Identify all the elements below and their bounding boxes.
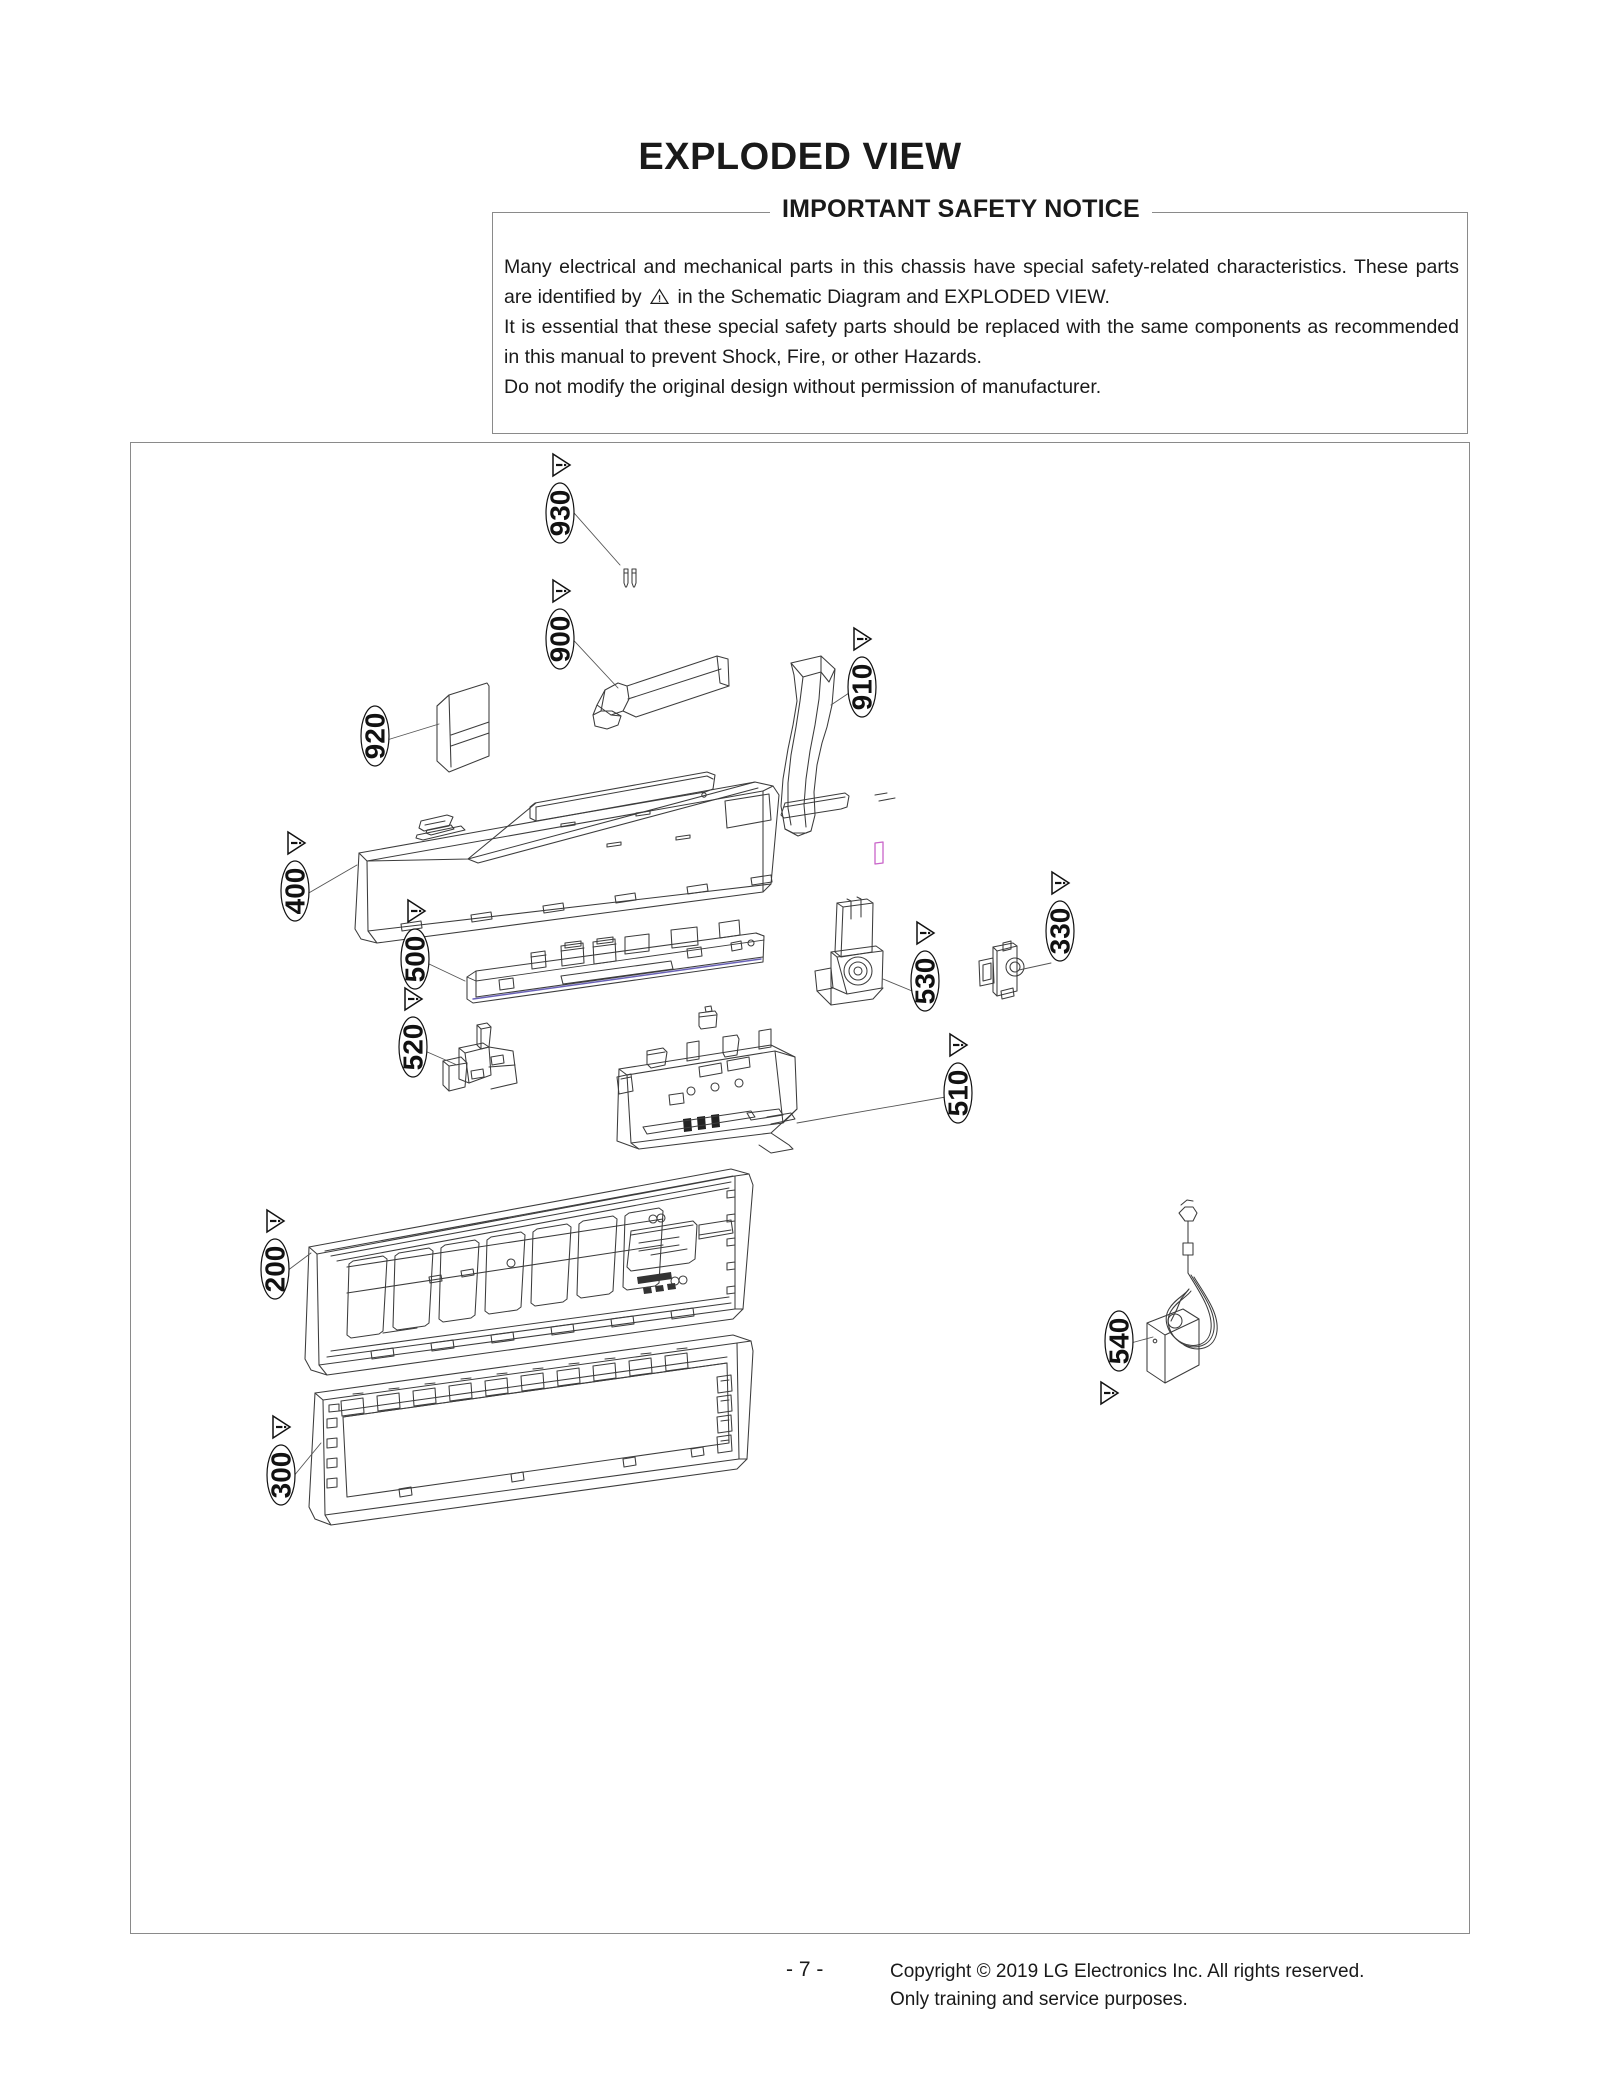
safety-notice-line-2b: in the Schematic Diagram and EXPLODED VIEW. (677, 286, 1110, 308)
callout-330[interactable] (1045, 872, 1076, 961)
callout-label: 300 (265, 1451, 297, 1499)
safety-notice-body (504, 252, 1462, 402)
copyright-line-1: Copyright © 2019 LG Electronics Inc. All rights reserved. (890, 1961, 1365, 1982)
copyright-notice (890, 1958, 1364, 2014)
part-pcb-bracket-small (443, 1023, 517, 1091)
exploded-view-diagram-frame (130, 442, 1470, 1934)
safety-notice-line-3: It is essential that these special safety parts should be replaced with the same components as recommended (504, 316, 1459, 338)
safety-notice-line-2a: are identified by (504, 286, 642, 308)
callout-920[interactable] (360, 706, 391, 766)
callout-label: 540 (1103, 1317, 1135, 1365)
callout-500[interactable] (400, 900, 431, 989)
part-front-bezel-frame (309, 1335, 753, 1525)
callout-label: 900 (544, 615, 576, 663)
copyright-line-2: Only training and service purposes. (890, 1989, 1188, 2010)
callout-label: 500 (399, 935, 431, 983)
warning-triangle-icon (650, 288, 669, 305)
warning-triangle-icon (1052, 872, 1069, 894)
callout-400[interactable] (280, 832, 311, 921)
callout-markers (260, 454, 1135, 1505)
callout-530[interactable] (910, 922, 941, 1011)
warning-triangle-icon (854, 628, 871, 650)
warning-triangle-icon (917, 922, 934, 944)
callout-label: 200 (259, 1245, 291, 1293)
warning-triangle-icon (273, 1416, 290, 1438)
callout-520[interactable] (398, 988, 429, 1077)
warning-triangle-icon (408, 900, 425, 922)
callout-300[interactable] (266, 1416, 297, 1505)
safety-notice-line-5: Do not modify the original design without permission of manufacturer. (504, 376, 1102, 398)
part-speaker-module (815, 897, 883, 1005)
warning-triangle-icon (288, 832, 305, 854)
part-shield-chassis-plate (617, 1006, 797, 1153)
warning-triangle-icon (1101, 1382, 1118, 1404)
safety-notice-line-2 (504, 282, 1462, 312)
exploded-view-canvas (131, 443, 1471, 1935)
callout-label: 330 (1044, 907, 1076, 955)
part-stand-base-arm (593, 656, 729, 729)
part-stand-cover-left (437, 683, 489, 772)
callout-label: 520 (397, 1023, 429, 1071)
callout-510[interactable] (943, 1034, 974, 1123)
page-number: - 7 - (786, 1958, 824, 1981)
warning-triangle-icon (405, 988, 422, 1010)
callout-label: 910 (846, 663, 878, 711)
safety-notice-line-4: in this manual to prevent Shock, Fire, or other Hazards. (504, 346, 982, 368)
part-back-cover-assembly (355, 772, 895, 943)
part-main-pcb-board (467, 920, 764, 1003)
callout-label: 510 (942, 1069, 974, 1117)
warning-triangle-icon (267, 1210, 284, 1232)
callout-930[interactable] (545, 454, 576, 543)
warning-triangle-icon (950, 1034, 967, 1056)
warning-triangle-icon (553, 580, 570, 602)
callout-label: 530 (909, 957, 941, 1005)
part-lcd-panel-module (305, 1169, 753, 1375)
part-screw-set (624, 569, 636, 587)
warning-triangle-icon (553, 454, 570, 476)
safety-notice-line-1: Many electrical and mechanical parts in this chassis have special safety-related characteristics. These parts (504, 256, 1459, 278)
safety-notice-legend: IMPORTANT SAFETY NOTICE (770, 195, 1152, 224)
exploded-view-drawing (131, 443, 1471, 1935)
part-stand-neck (781, 656, 835, 836)
callout-900[interactable] (545, 580, 576, 669)
callout-label: 400 (279, 867, 311, 915)
page-title: EXPLODED VIEW (638, 136, 962, 178)
callout-910[interactable] (847, 628, 878, 717)
callout-label: 930 (544, 489, 576, 537)
callout-200[interactable] (260, 1210, 291, 1299)
callout-540[interactable] (1101, 1311, 1135, 1404)
part-ac-dc-power-adapter (1147, 1200, 1217, 1383)
callout-label: 920 (359, 712, 391, 760)
part-joystick-switch (979, 941, 1024, 999)
